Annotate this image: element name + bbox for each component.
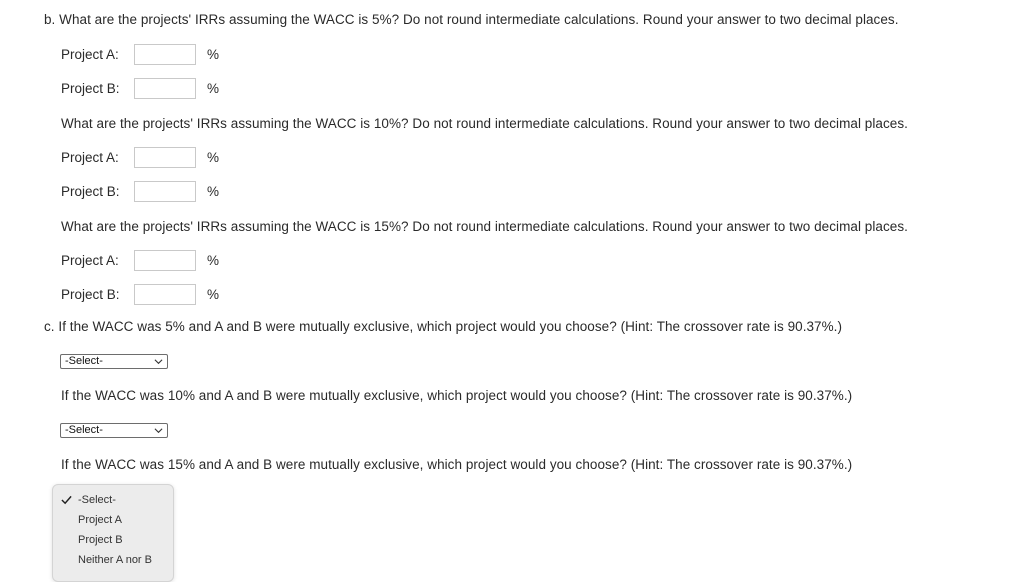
dropdown-option-label: Neither A nor B bbox=[78, 554, 152, 566]
irr-project-b-wacc-15-input[interactable] bbox=[134, 284, 196, 305]
irr-project-a-wacc-15-input[interactable] bbox=[134, 250, 196, 271]
label-project-a-wacc-15: Project A: bbox=[61, 253, 119, 268]
dropdown-option-label: Project A bbox=[78, 514, 123, 526]
label-project-a-wacc-5: Project A: bbox=[61, 47, 119, 62]
checkmark-icon bbox=[61, 495, 72, 505]
dropdown-option-select[interactable] bbox=[53, 490, 173, 510]
irr-project-a-wacc-5-input[interactable] bbox=[134, 44, 196, 65]
project-choice-wacc-10-select[interactable] bbox=[60, 423, 168, 438]
label-project-b-wacc-15: Project B: bbox=[61, 287, 120, 302]
percent-unit: % bbox=[207, 184, 220, 199]
question-c-wacc-15: If the WACC was 15% and A and B were mutually exclusive, which project would you choose? (Hint: The crossover rate is 90.37%.) bbox=[61, 457, 853, 472]
chevron-down-icon bbox=[154, 357, 163, 366]
project-choice-wacc-5-select[interactable] bbox=[60, 354, 168, 369]
question-b-wacc-5: b. What are the projects' IRRs assuming the WACC is 5%? Do not round intermediate calculations. Round your answer to two decimal places. bbox=[44, 12, 899, 27]
select-value: -Select- bbox=[65, 424, 103, 436]
irr-project-b-wacc-10-input[interactable] bbox=[134, 181, 196, 202]
select-value: -Select- bbox=[65, 355, 103, 367]
dropdown-option-label: -Select- bbox=[78, 494, 116, 506]
label-project-b-wacc-10: Project B: bbox=[61, 184, 120, 199]
percent-unit: % bbox=[207, 47, 220, 62]
dropdown-option-project-b[interactable] bbox=[53, 530, 173, 550]
percent-unit: % bbox=[207, 81, 220, 96]
question-b-wacc-15: What are the projects' IRRs assuming the WACC is 15%? Do not round intermediate calculations. Round your answer to two decimal places. bbox=[61, 219, 908, 234]
percent-unit: % bbox=[207, 287, 220, 302]
irr-project-b-wacc-5-input[interactable] bbox=[134, 78, 196, 99]
question-b-wacc-10: What are the projects' IRRs assuming the WACC is 10%? Do not round intermediate calculations. Round your answer to two decimal places. bbox=[61, 116, 908, 131]
dropdown-option-project-a[interactable] bbox=[53, 510, 173, 530]
project-choice-wacc-15-dropdown bbox=[52, 484, 174, 582]
dropdown-option-label: Project B bbox=[78, 534, 123, 546]
dropdown-option-neither[interactable] bbox=[53, 550, 173, 570]
label-project-a-wacc-10: Project A: bbox=[61, 150, 119, 165]
percent-unit: % bbox=[207, 150, 220, 165]
label-project-b-wacc-5: Project B: bbox=[61, 81, 120, 96]
irr-project-a-wacc-10-input[interactable] bbox=[134, 147, 196, 168]
question-c-wacc-10: If the WACC was 10% and A and B were mutually exclusive, which project would you choose? (Hint: The crossover rate is 90.37%.) bbox=[61, 388, 853, 403]
chevron-down-icon bbox=[154, 426, 163, 435]
question-c-wacc-5: c. If the WACC was 5% and A and B were mutually exclusive, which project would you choose? (Hint: The crossover rate is 90.37%.) bbox=[44, 319, 843, 334]
percent-unit: % bbox=[207, 253, 220, 268]
